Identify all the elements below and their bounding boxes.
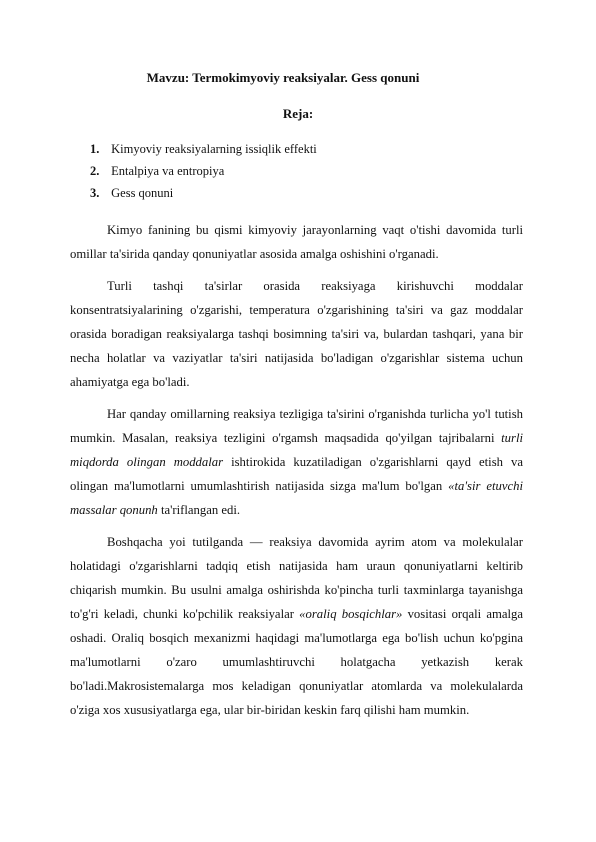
paragraph-4-emphasis: «oraliq bosqichlar» [299,607,403,621]
paragraph-3-emphasis-2: «ta'sir etuvchi massalar qonunh [70,479,524,517]
paragraph-4-text-a: Boshqacha yoi tutilganda — reaksiya davomida ayrim atom va molekulalar holatidagi o'zgarishlarni tadqiq etish natijasida ham uraun qonuniyatlarni keltirib chiqarish mumkin. Bu usulni amalga oshirishda ko'pincha turli taxminlarga tayanishga to'g'ri keladi, chunki ko'pchilik reaksiyalar [70,535,523,621]
plan-item-text: Kimyoviy reaksiyalarning issiqlik effekti [111,142,317,156]
plan-item-text: Entalpiya va entropiya [111,164,225,178]
plan-item [90,160,317,182]
document-body [70,218,523,730]
plan-heading: Reja: [282,106,314,121]
paragraph-2: Turli tashqi ta'sirlar orasida reaksiyaga kirishuvchi moddalar konsentratsiyalarining o'zgarishi, temperatura o'zgarishining ta'siri va gaz moddalar orasida boradigan reaksiyalarga tashqi bosimning ta'siri va, bulardan tashqari, yana bir necha holatlar va vaziyatlar ta'siri natijasida bo'ladigan o'zgarishlar sistema uchun ahamiyatga ega bo'ladi. [70,279,523,389]
plan-item-number: 2. [90,164,100,178]
paragraph-3-text-c: ta'riflangan edi. [157,503,241,517]
plan-item [90,182,317,204]
paragraph-3-text-b: ishtirokida kuzatiladigan o'zgarishlarni qayd etish va olingan ma'lumotlarni umumlashtirish natijasida sizga ma'lum bo'lgan [70,455,523,493]
paragraph-1: Kimyo fanining bu qismi kimyoviy jarayonlarning vaqt o'tishi davomida turli omillar ta'sirida qanday qonuniyatlar asosida amalga oshishini o'rganadi. [70,223,523,261]
plan-item-number: 3. [90,186,100,200]
paragraph-3-emphasis-1: turli miqdorda olingan moddalar [70,431,523,469]
paragraph-4 [70,530,523,722]
plan-item-text: Gess qonuni [111,186,174,200]
paragraph-3-text-a: Har qanday omillarning reaksiya tezligiga ta'sirini o'rganishda turlicha yo'l tutish mumkin. Masalan, reaksiya tezligini o'rgamsh maqsadida qo'yilgan tajribalarni [70,407,523,445]
paragraph-3 [70,402,523,522]
plan-list [90,138,317,204]
plan-item [90,138,317,160]
plan-item-number: 1. [90,142,100,156]
paragraph-4-text-b: vositasi orqali amalga oshadi. Oraliq bosqich mexanizmi haqidagi ma'lumotlarga ega bo'lish uchun ko'pgina ma'lumotlarni o'zaro umumlashtiruvchi holatgacha yetkazish kerak bo'ladi.Makrosistemalarga mos keladigan qonuniyatlar atomlarda va molekulalarda o'ziga xos xususiyatlarga ega, ular bir-biridan keskin farq qilishi ham mumkin. [70,607,524,717]
document-title: Mavzu: Termokimyoviy reaksiyalar. Gess qonuni [146,70,420,85]
